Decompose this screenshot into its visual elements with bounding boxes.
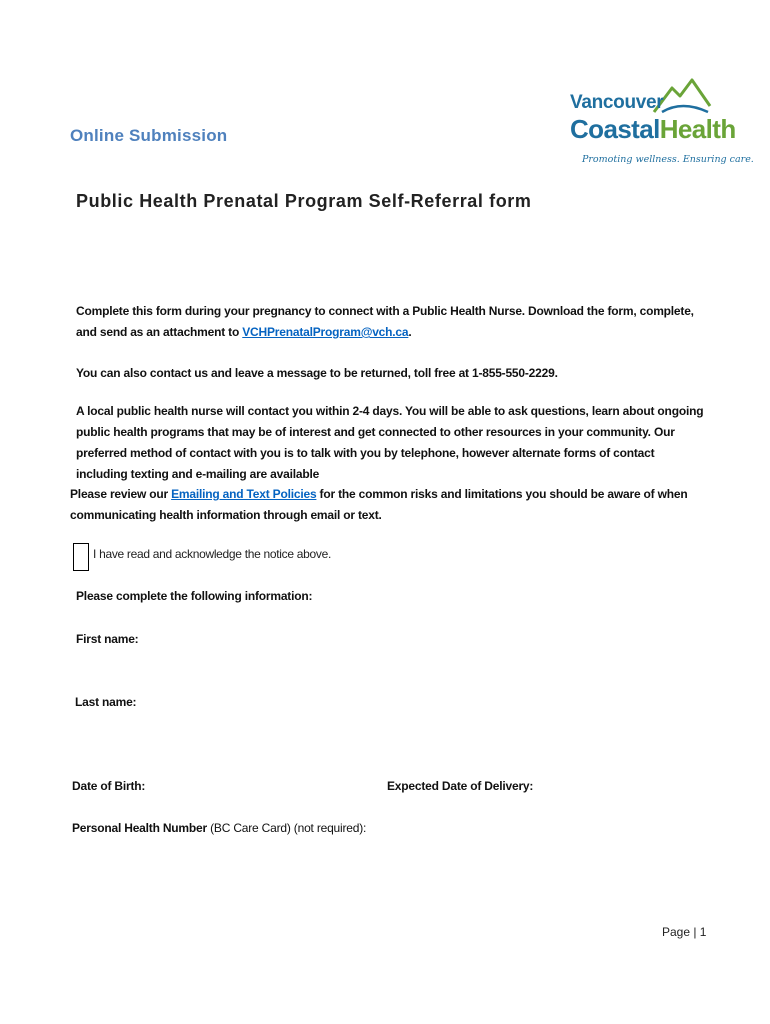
dob-field[interactable] [138, 776, 372, 798]
policies-link[interactable]: Emailing and Text Policies [171, 487, 317, 501]
vch-logo [566, 76, 754, 172]
acknowledge-checkbox[interactable] [73, 543, 89, 571]
email-link[interactable]: VCHPrenatalProgram@vch.ca [242, 325, 409, 339]
logo-health: Health [659, 114, 736, 144]
phn-label-note: (BC Care Card) (not required): [206, 821, 367, 835]
phn-field[interactable] [316, 818, 620, 840]
phn-label-bold: Personal Health Number [72, 821, 207, 835]
intro-p1-end: . [408, 325, 412, 339]
policy-text-start: Please review our [70, 487, 172, 501]
logo-line-2 [570, 114, 736, 145]
policy-paragraph [70, 484, 710, 526]
intro-paragraph-1 [76, 301, 696, 343]
edd-label: Expected Date of Delivery: [387, 779, 534, 793]
logo-coastal: Coastal [570, 114, 660, 144]
last-name-label: Last name: [75, 695, 137, 709]
page-number: Page | 1 [662, 925, 707, 939]
first-name-label: First name: [76, 632, 139, 646]
logo-line-1: Vancouver [570, 92, 664, 113]
first-name-field[interactable] [130, 629, 434, 651]
edd-field[interactable] [508, 776, 712, 798]
acknowledge-label: I have read and acknowledge the notice above. [93, 547, 332, 561]
intro-p1-text: Complete this form during your pregnancy to connect with a Public Health Nurse. Download the form, complete, and send as an attachment to [76, 304, 694, 339]
logo-tagline: Promoting wellness. Ensuring care. [582, 154, 754, 165]
intro-paragraph-3: A local public health nurse will contact you within 2-4 days. You will be able to ask questions, learn about ongoing public health programs that may be of interest and get connected to other resources in your community. Our preferred method of contact with you is to talk with you by telephone, however alternate forms of contact including texting and e-mailing are available [76, 404, 704, 481]
intro-paragraph-2: You can also contact us and leave a message to be returned, toll free at 1-855-550-2229. [76, 366, 558, 380]
form-intro: Please complete the following information: [76, 589, 313, 603]
last-name-field[interactable] [128, 692, 432, 714]
dob-label: Date of Birth: [72, 779, 146, 793]
section-label: Online Submission [70, 126, 228, 145]
policy-text-end: for the common risks and limitations you should be aware of when communicating health information through email or text. [70, 487, 688, 522]
form-title: Public Health Prenatal Program Self-Referral form [76, 191, 532, 211]
